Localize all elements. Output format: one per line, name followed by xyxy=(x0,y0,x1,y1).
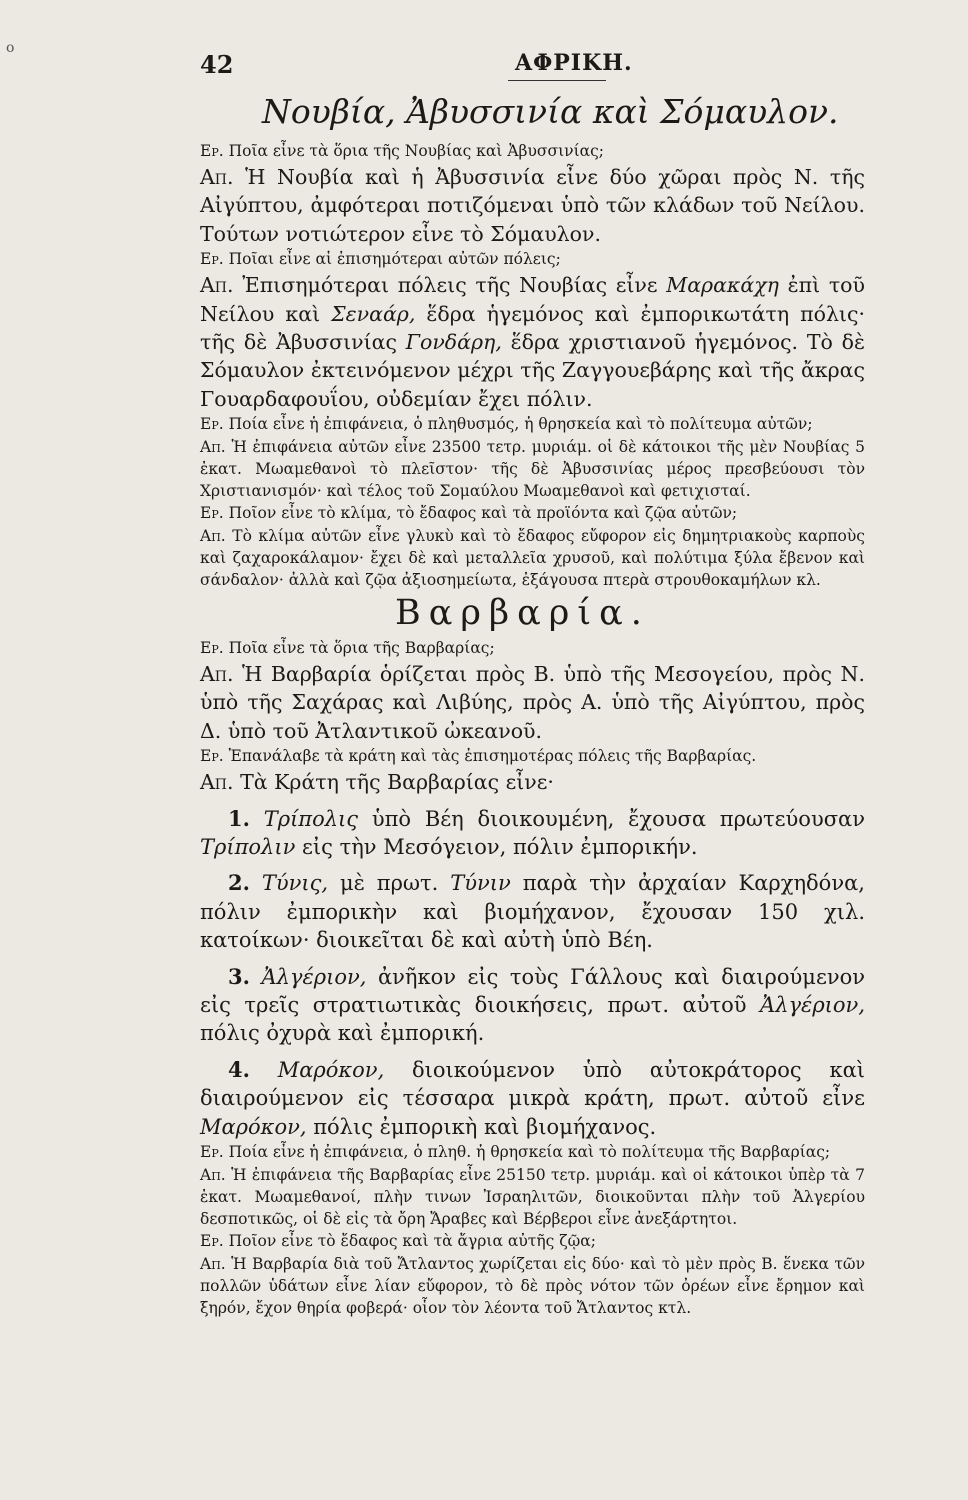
state-item: 4. Μαρόκον, διοικούμενον ὑπὸ αὐτοκράτορος καὶ διαιρούμενον εἰς τέσσαρα μικρὰ κράτη, πρωτ. αὐτοῦ εἶνε Μαρόκον, πόλις ἐμπορικὴ καὶ βιομήχανος. xyxy=(200,1056,865,1139)
state-item: 3. Ἀλγέριον, ἀνῆκον εἰς τοὺς Γάλλους καὶ διαιρούμενον εἰς τρεῖς στρατιωτικὰς διοικήσεις, πρωτ. αὐτοῦ Ἀλγέριον, πόλις ὀχυρὰ καὶ ἐμπορική. xyxy=(200,963,866,1046)
answer: Απ. Ἐπισημότεραι πόλεις τῆς Νουβίας εἶνε Μαρακάχη ἐπὶ τοῦ Νείλου καὶ Σεναάρ, ἕδρα ἡγεμόνος καὶ ἐμπορικωτάτη πόλις· τῆς δὲ Ἀβυσσινίας Γονδάρη, ἕδρα χριστιανοῦ ἡγεμόνος. Τὸ δὲ Σόμαυλον ἐκτεινόμενον μέχρι τῆς Ζαγγουεβάρης καὶ τῆς ἄκρας Γουαρδαφουΐου, οὐδεμίαν ἔχει πόλιν. xyxy=(200,273,865,411)
running-head: ΑΦΡΙΚΗ. xyxy=(515,50,633,76)
city-name: Μαρόκον, xyxy=(200,1114,307,1139)
corner-mark: o xyxy=(6,40,15,56)
answer: Απ. Ἡ Νουβία καὶ ἡ Ἀβυσσινία εἶνε δύο χῶραι πρὸς Ν. τῆς Αἰγύπτου, ἀμφότεραι ποτιζόμεναι ὑπὸ τῶν κλάδων τοῦ Νείλου. Τούτων νοτιώτερον εἶνε τὸ Σόμαυλον. xyxy=(200,165,865,246)
question: Ερ. Ποῖα εἶνε τὰ ὅρια τῆς Βαρβαρίας; xyxy=(200,639,495,657)
question: Ερ. Ποῖαι εἶνε αἱ ἐπισημότεραι αὐτῶν πόλεις; xyxy=(200,250,561,269)
header-rule xyxy=(508,80,606,81)
state-name: Ἀλγέριον, xyxy=(261,964,367,989)
answer: Απ. Ἡ ἐπιφάνεια τῆς Βαρβαρίας εἶνε 25150 τετρ. μυριάμ. καὶ οἱ κάτοικοι ὑπὲρ τὰ 7 ἑκατ. Μωαμεθανοί, πλὴν τινων Ἰσραηλιτῶν, διοικοῦνται πλὴν τοῦ Ἀλγερίου δεσποτικῶς, οἱ δὲ εἰς τὰ ὄρη Ἄραβες καὶ Βέρβεροι εἶνε ἀνεξάρτητοι. xyxy=(200,1166,865,1229)
page-header xyxy=(200,50,860,84)
city-name: Μαρακάχη xyxy=(666,273,779,298)
answer: Απ. Ἡ Βαρβαρία διὰ τοῦ Ἄτλαντος χωρίζεται εἰς δύο· καὶ τὸ μὲν πρὸς Β. ἕνεκα τῶν πολλῶν ὑδάτων εἶνε λίαν εὔφορον, τὸ δὲ πρὸς νότον τῶν ὀρέων εἶνε ἔρημον καὶ ξηρόν, ἔχον θηρία φοβερά· οἷον τὸν λέοντα τοῦ Ἄτλαντος κτλ. xyxy=(200,1255,865,1318)
state-name: Τύνις, xyxy=(261,871,329,896)
city-name: Ἀλγέριον, xyxy=(760,993,865,1018)
city-name: Γονδάρη, xyxy=(405,330,502,355)
question: Ερ. Ποῖα εἶνε τὰ ὅρια τῆς Νουβίας καὶ Ἀβυσσινίας; xyxy=(200,142,605,160)
city-name: Τρίπολιν xyxy=(200,835,296,860)
question: Ερ. Ποία εἶνε ἡ ἐπιφάνεια, ὁ πληθυσμός, ἡ θρησκεία καὶ τὸ πολίτευμα αὐτῶν; xyxy=(200,415,813,434)
answer: Απ. Ἡ ἐπιφάνεια αὐτῶν εἶνε 23500 τετρ. μυριάμ. οἱ δὲ κάτοικοι τῆς μὲν Νουβίας 5 ἑκατ. Μωαμεθανοὶ τὸ πλεῖστον· τῆς δὲ Ἀβυσσινίας μέρος πρεσβεύουσι τὸν Χριστιανισμόν· καὶ τέλος τοῦ Σομαύλου Μωαμεθανοὶ καὶ φετιχισταί. xyxy=(200,438,865,501)
question: Ερ. Ποία εἶνε ἡ ἐπιφάνεια, ὁ πληθ. ἡ θρησκεία καὶ τὸ πολίτευμα τῆς Βαρβαρίας; xyxy=(200,1143,831,1162)
city-name: Σεναάρ, xyxy=(331,301,416,326)
city-name: Τύνιν xyxy=(450,871,511,896)
barbary-section-title: Βαρβαρία. xyxy=(395,593,650,633)
question: Ερ. Ἐπανάλαβε τὰ κράτη καὶ τὰς ἐπισημοτέρας πόλεις τῆς Βαρβαρίας. xyxy=(200,747,757,766)
question: Ερ. Ποῖον εἶνε τὸ κλίμα, τὸ ἔδαφος καὶ τὰ προϊόντα καὶ ζῷα αὐτῶν; xyxy=(200,504,738,523)
question: Ερ. Ποῖον εἶνε τὸ ἔδαφος καὶ τὰ ἄγρια αὐτῆς ζῷα; xyxy=(200,1232,596,1251)
page-number: 42 xyxy=(200,50,234,79)
nubia-section-body xyxy=(200,140,865,591)
nubia-section-title: Νουβία, Ἀβυσσινία καὶ Σόμαυλον. xyxy=(262,92,839,131)
answer: Απ. Ἡ Βαρβαρία ὁρίζεται πρὸς Β. ὑπὸ τῆς Μεσογείου, πρὸς Ν. ὑπὸ τῆς Σαχάρας καὶ Λιβύης, πρὸς Α. ὑπὸ τῆς Αἰγύπτου, πρὸς Δ. ὑπὸ τοῦ Ἀτλαντικοῦ ὠκεανοῦ. xyxy=(200,662,865,743)
state-item: 1. Τρίπολις ὑπὸ Βέη διοικουμένη, ἔχουσα πρωτεύουσαν Τρίπολιν εἰς τὴν Μεσόγειον, πόλιν ἐμπορικήν. xyxy=(200,805,865,860)
answer: Απ. Τὸ κλίμα αὐτῶν εἶνε γλυκὺ καὶ τὸ ἔδαφος εὔφορον εἰς δημητριακοὺς καρποὺς καὶ ζαχαροκάλαμον· ἔχει δὲ καὶ μεταλλεῖα χρυσοῦ, καὶ πολύτιμα ξύλα ἔβενον καὶ σάνδαλον· ἀλλὰ καὶ ζῷα ἀξιοσημείωτα, ἐξάγουσα πτερὰ στρουθοκαμήλων κλ. xyxy=(200,527,865,590)
state-name: Μαρόκον, xyxy=(277,1057,385,1082)
state-name: Τρίπολις xyxy=(263,806,359,831)
state-item: 2. Τύνις, μὲ πρωτ. Τύνιν παρὰ τὴν ἀρχαίαν Καρχηδόνα, πόλιν ἐμπορικὴν καὶ βιομήχανον, ἔχουσαν 150 χιλ. κατοίκων· διοικεῖται δὲ καὶ αὐτὴ ὑπὸ Βέη. xyxy=(200,870,865,953)
barbary-section-body xyxy=(200,637,865,1319)
answer: Απ. Τὰ Κράτη τῆς Βαρβαρίας εἶνε· xyxy=(200,770,554,795)
